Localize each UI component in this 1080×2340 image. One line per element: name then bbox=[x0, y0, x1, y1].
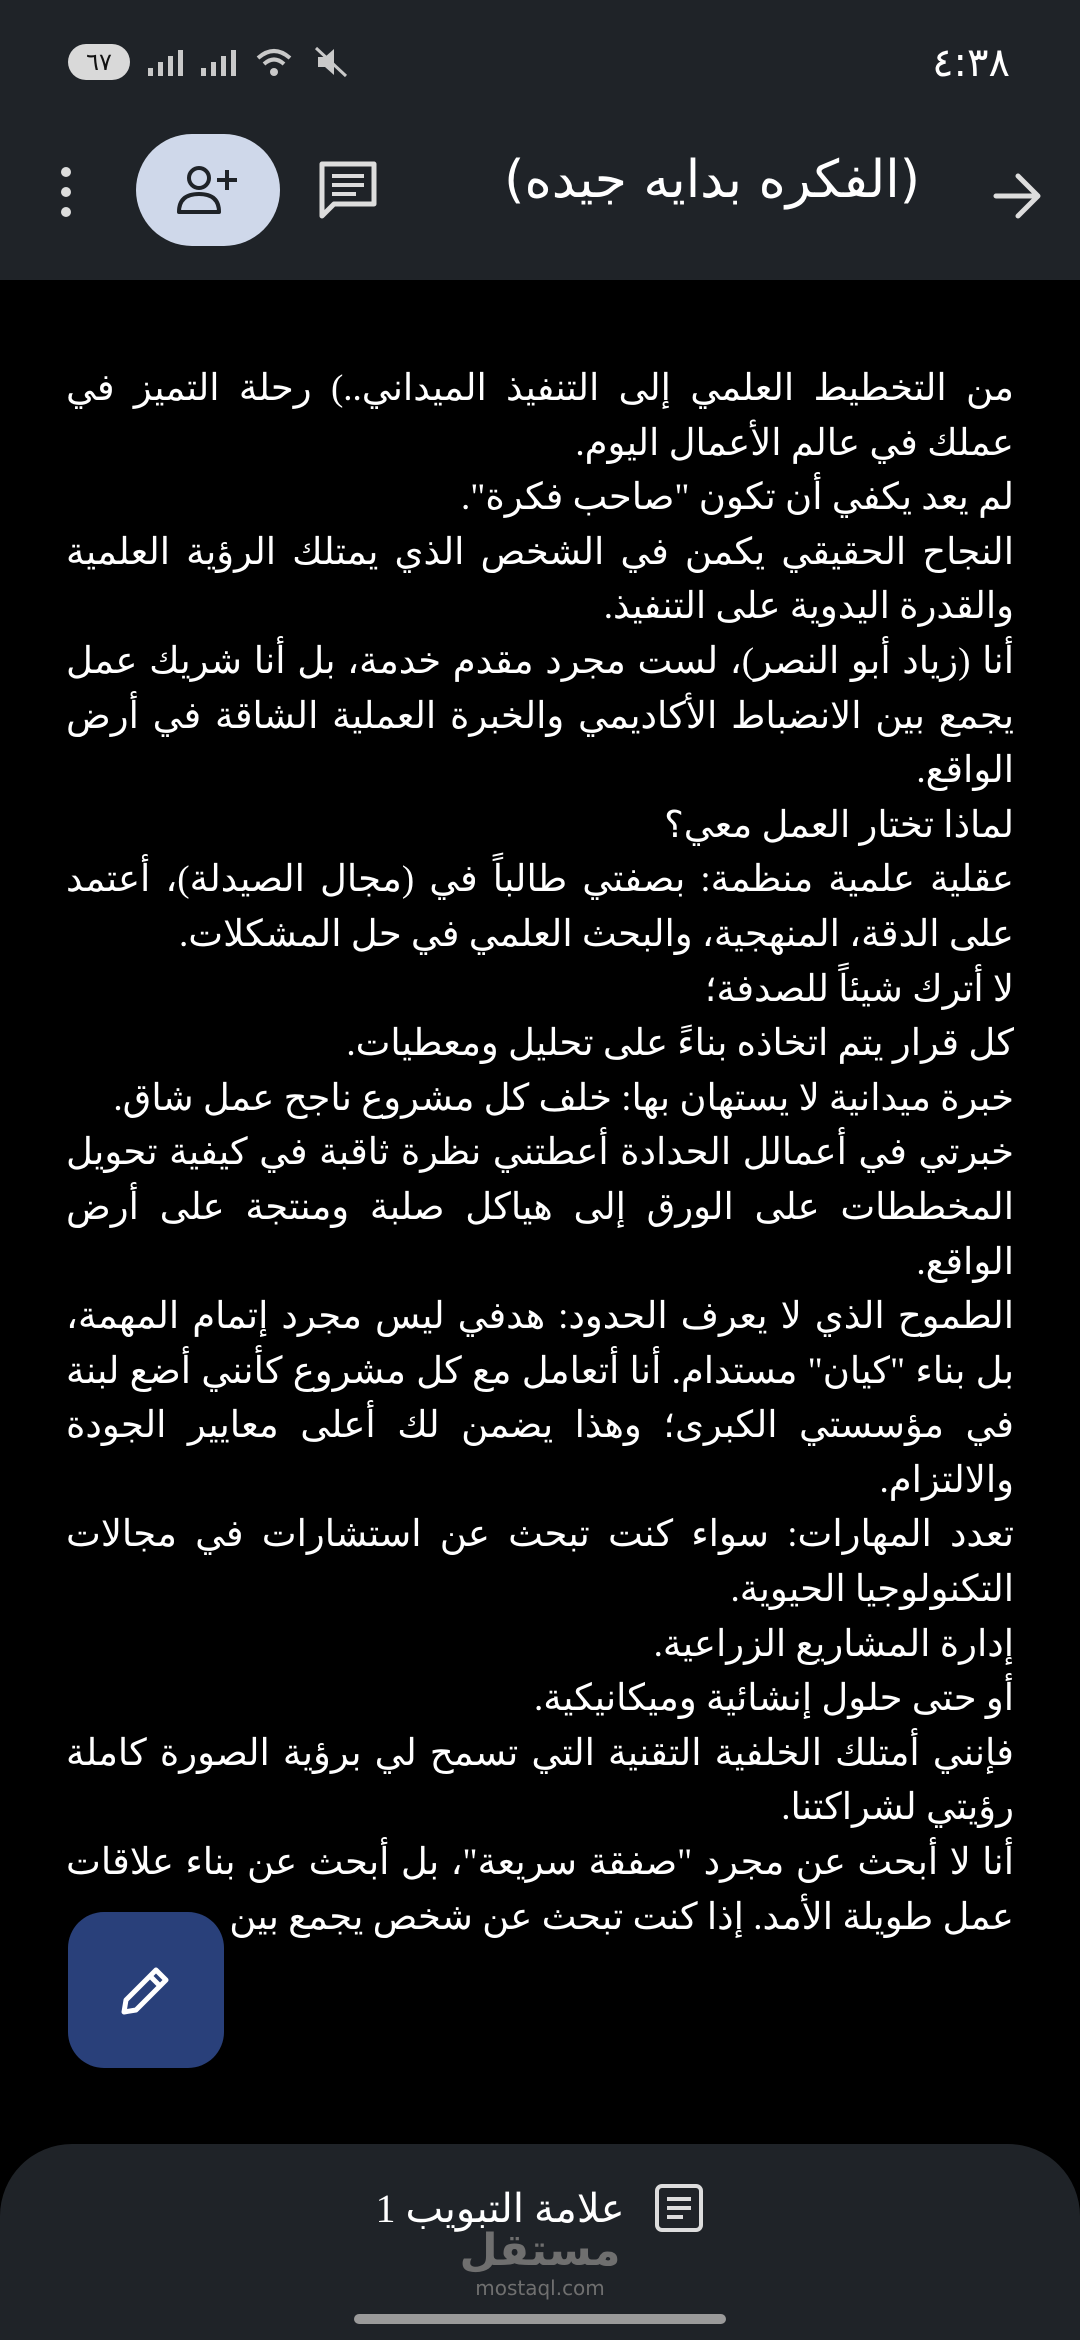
paragraph: أو حتى حلول إنشائية وميكانيكية. bbox=[533, 1678, 1014, 1720]
paragraph: لا أترك شيئاً للصدفة؛ bbox=[704, 968, 1014, 1010]
back-arrow-icon[interactable] bbox=[988, 166, 1048, 226]
signal-icon-2 bbox=[201, 48, 236, 76]
bookmark-label: علامة التبويب 1 bbox=[375, 2185, 625, 2231]
paragraph: أنا (زياد أبو النصر)، لست مجرد مقدم خدمة، بل أنا شريك عمل يجمع بين الانضباط الأكاديمي والخبرة العملية الشاقة في أرض الواقع. bbox=[66, 640, 1014, 792]
home-indicator[interactable] bbox=[354, 2314, 726, 2324]
paragraph: خبرتي في أعمالل الحدادة أعطتني نظرة ثاقبة في كيفية تحويل المخططات على الورق إلى هياكل صلبة ومنتجة على أرض الواقع. bbox=[66, 1132, 1014, 1283]
paragraph: فإنني أمتلك الخلفية التقنية التي تسمح لي برؤية الصورة كاملة رؤيتي لشراكتنا. bbox=[66, 1732, 1014, 1829]
add-person-icon bbox=[177, 164, 239, 216]
mute-icon bbox=[312, 44, 352, 80]
paragraph: لم يعد يكفي أن تكون "صاحب فكرة". bbox=[461, 477, 1014, 519]
status-icons bbox=[68, 44, 352, 80]
document-content bbox=[66, 362, 1014, 2150]
document-title: (الفكره بدايه جيده) bbox=[504, 150, 920, 210]
paragraph: النجاح الحقيقي يكمن في الشخص الذي يمتلك الرؤية العلمية والقدرة اليدوية على التنفيذ. bbox=[66, 531, 1014, 628]
share-button[interactable] bbox=[136, 134, 280, 246]
more-options-icon[interactable] bbox=[48, 160, 84, 224]
paragraph: أنا لا أبحث عن مجرد "صفقة سريعة"، بل أبحث عن بناء علاقات عمل طويلة الأمد. إذا كنت تبحث عن شخص يجمع بين bbox=[66, 1842, 1014, 1938]
app-bar bbox=[0, 130, 1080, 280]
paragraph: تعدد المهارات: سواء كنت تبحث عن استشارات في مجالات التكنولوجيا الحيوية. bbox=[66, 1514, 1014, 1611]
paragraph: كل قرار يتم اتخاذه بناءً على تحليل ومعطيات. bbox=[346, 1023, 1014, 1065]
status-time: ٤:٣٨ bbox=[932, 40, 1010, 86]
watermark-latin: mostaql.com bbox=[475, 2276, 605, 2300]
paragraph: عقلية علمية منظمة: بصفتي طالباً في (مجال الصيدلة)، أعتمد على الدقة، المنهجية، والبحث العلمي في حل المشكلات. bbox=[66, 859, 1014, 955]
wifi-icon bbox=[254, 44, 294, 80]
bottom-panel bbox=[0, 2144, 1080, 2340]
pencil-icon bbox=[116, 1960, 176, 2020]
signal-icon bbox=[148, 48, 183, 76]
comment-icon[interactable] bbox=[316, 158, 380, 222]
edit-button[interactable] bbox=[68, 1912, 224, 2068]
paragraph: لماذا تختار العمل معي؟ bbox=[664, 804, 1014, 846]
paragraph: الطموح الذي لا يعرف الحدود: هدفي ليس مجرد إتمام المهمة، بل بناء "كيان" مستدام. أنا أتعامل مع كل مشروع كأنني أضع لبنة في مؤسستي الكبرى؛ وهذا يضمن لك أعلى معايير الجودة والالتزام. bbox=[66, 1296, 1014, 1501]
paragraph: إدارة المشاريع الزراعية. bbox=[653, 1623, 1014, 1665]
status-bar bbox=[0, 0, 1080, 130]
watermark bbox=[0, 2226, 1080, 2300]
paragraph: من التخطيط العلمي إلى التنفيذ الميداني..) رحلة التميز في عملك في عالم الأعمال اليوم. bbox=[66, 368, 1014, 464]
watermark-arabic: مستقل bbox=[459, 2225, 621, 2276]
battery-icon: ٦٧ bbox=[68, 44, 130, 80]
paragraph: خبرة ميدانية لا يستهان بها: خلف كل مشروع ناجح عمل شاق. bbox=[113, 1077, 1014, 1119]
